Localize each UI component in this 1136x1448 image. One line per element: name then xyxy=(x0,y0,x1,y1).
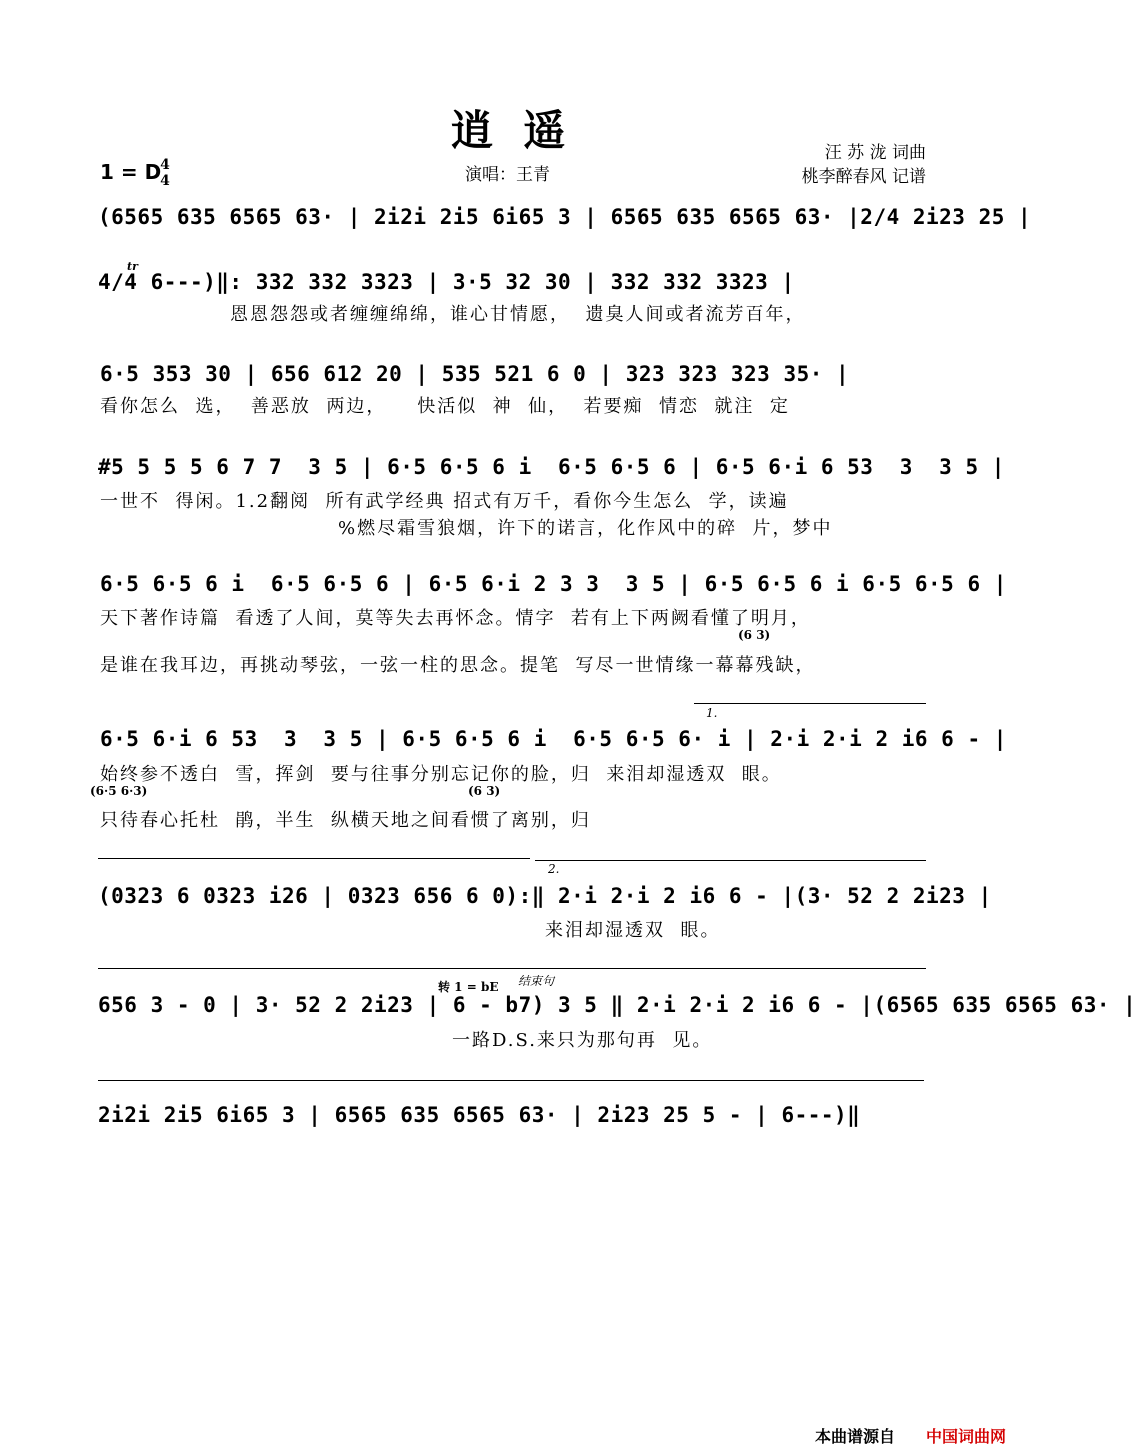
lyrics-row-4b: %燃尽霜雪狼烟，许下的诺言，化作风中的碎 片，梦中 xyxy=(338,518,833,539)
song-title: 逍 遥 xyxy=(450,106,574,155)
time-signature-top: 4 xyxy=(160,157,170,173)
score-row-3: 6·5 353 30 | 656 612 20 | 535 521 6 0 | 323 323 323 35· | xyxy=(100,362,850,386)
alt-notes-2: (6·5 6·3) xyxy=(90,784,148,798)
score-row-6: 6·5 6·i 6 53 3 3 5 | 6·5 6·5 6 i 6·5 6·5 6· i | 2·i 2·i 2 i6 6 - | xyxy=(100,727,1007,751)
score-row-9: 2i2i 2i5 6i65 3 | 6565 635 6565 63· | 2i23 25 5 - | 6---)‖ xyxy=(98,1103,861,1127)
lyrics-row-5b: 是谁在我耳边，再挑动琴弦，一弦一柱的思念。提笔 写尽一世情缘一幕幕残缺， xyxy=(100,655,816,676)
lyrics-row-7: 来泪却湿透双 眼。 xyxy=(545,920,721,941)
singer-credit: 演唱：王青 xyxy=(465,165,550,185)
score-row-7: (0323 6 0323 i26 | 0323 656 6 0):‖ 2·i 2·i 2 i6 6 - |(3· 52 2 2i23 | xyxy=(98,884,992,908)
lyrics-row-4a: 一世不 得闲。1.2翻阅 所有武学经典 招式有万千，看你今生怎么 学，读遍 xyxy=(100,491,789,512)
lyrics-row-6b: 只待春心托杜 鹃，半生 纵横天地之间看惯了离别，归 xyxy=(100,810,591,831)
ending-2-label: 2. xyxy=(548,862,560,876)
coda-label: 结束句 xyxy=(518,974,555,988)
coda-bracket-line xyxy=(98,968,926,969)
lyrics-row-6a: 始终参不透白 雪，挥剑 要与往事分别忘记你的脸，归 来泪却湿透双 眼。 xyxy=(100,764,782,785)
score-row-2: 4/4 6---)‖: 332 332 3323 | 3·5 32 30 | 332 332 3323 | xyxy=(98,270,795,294)
score-row-1: (6565 635 6565 63· | 2i2i 2i5 6i65 3 | 6565 635 6565 63· |2/4 2i23 25 | xyxy=(98,205,1032,229)
transcriber-credit: 桃李醉春风 记谱 xyxy=(801,167,926,187)
footer-site-link[interactable]: 中国词曲网 xyxy=(926,1427,1007,1446)
lyrics-row-5a: 天下著作诗篇 看透了人间，莫等失去再怀念。情字 若有上下两阙看懂了明月， xyxy=(100,608,811,629)
ending-2-bracket xyxy=(535,860,926,861)
trill-mark: tr xyxy=(127,260,138,273)
repeat-bracket-line xyxy=(98,858,530,859)
ending-1-bracket xyxy=(694,703,926,704)
lyrics-row-3: 看你怎么 选， 善恶放 两边， 快活似 神 仙， 若要痴 情恋 就注 定 xyxy=(100,396,790,417)
score-row-5: 6·5 6·5 6 i 6·5 6·5 6 | 6·5 6·i 2 3 3 3 5 | 6·5 6·5 6 i 6·5 6·5 6 | xyxy=(100,572,1007,596)
key-signature: 1 = D xyxy=(100,160,162,184)
alt-notes-3: (6 3) xyxy=(468,784,501,798)
lyricist-composer-credit: 汪 苏 泷 词曲 xyxy=(824,143,926,163)
modulation-label: 转 1 = bE xyxy=(438,980,499,994)
time-signature-bottom: 4 xyxy=(160,173,170,189)
alt-notes-1: (6 3) xyxy=(738,628,771,642)
lyrics-row-2: 恩恩怨怨或者缠缠绵绵，谁心甘情愿， 遗臭人间或者流芳百年， xyxy=(230,304,806,325)
lyrics-row-8: 一路D.S.来只为那句再 见。 xyxy=(452,1030,713,1051)
score-row-8: 656 3 - 0 | 3· 52 2 2i23 | 6 - b7) 3 5 ‖ 2·i 2·i 2 i6 6 - |(6565 635 6565 63· | xyxy=(98,993,1136,1017)
footer-source-label: 本曲谱源自 xyxy=(815,1427,896,1446)
ending-1-label: 1. xyxy=(706,706,718,720)
final-bracket-line xyxy=(98,1080,924,1081)
score-row-4: #5 5 5 5 6 7 7 3 5 | 6·5 6·5 6 i 6·5 6·5 6 | 6·5 6·i 6 53 3 3 5 | xyxy=(98,455,1005,479)
